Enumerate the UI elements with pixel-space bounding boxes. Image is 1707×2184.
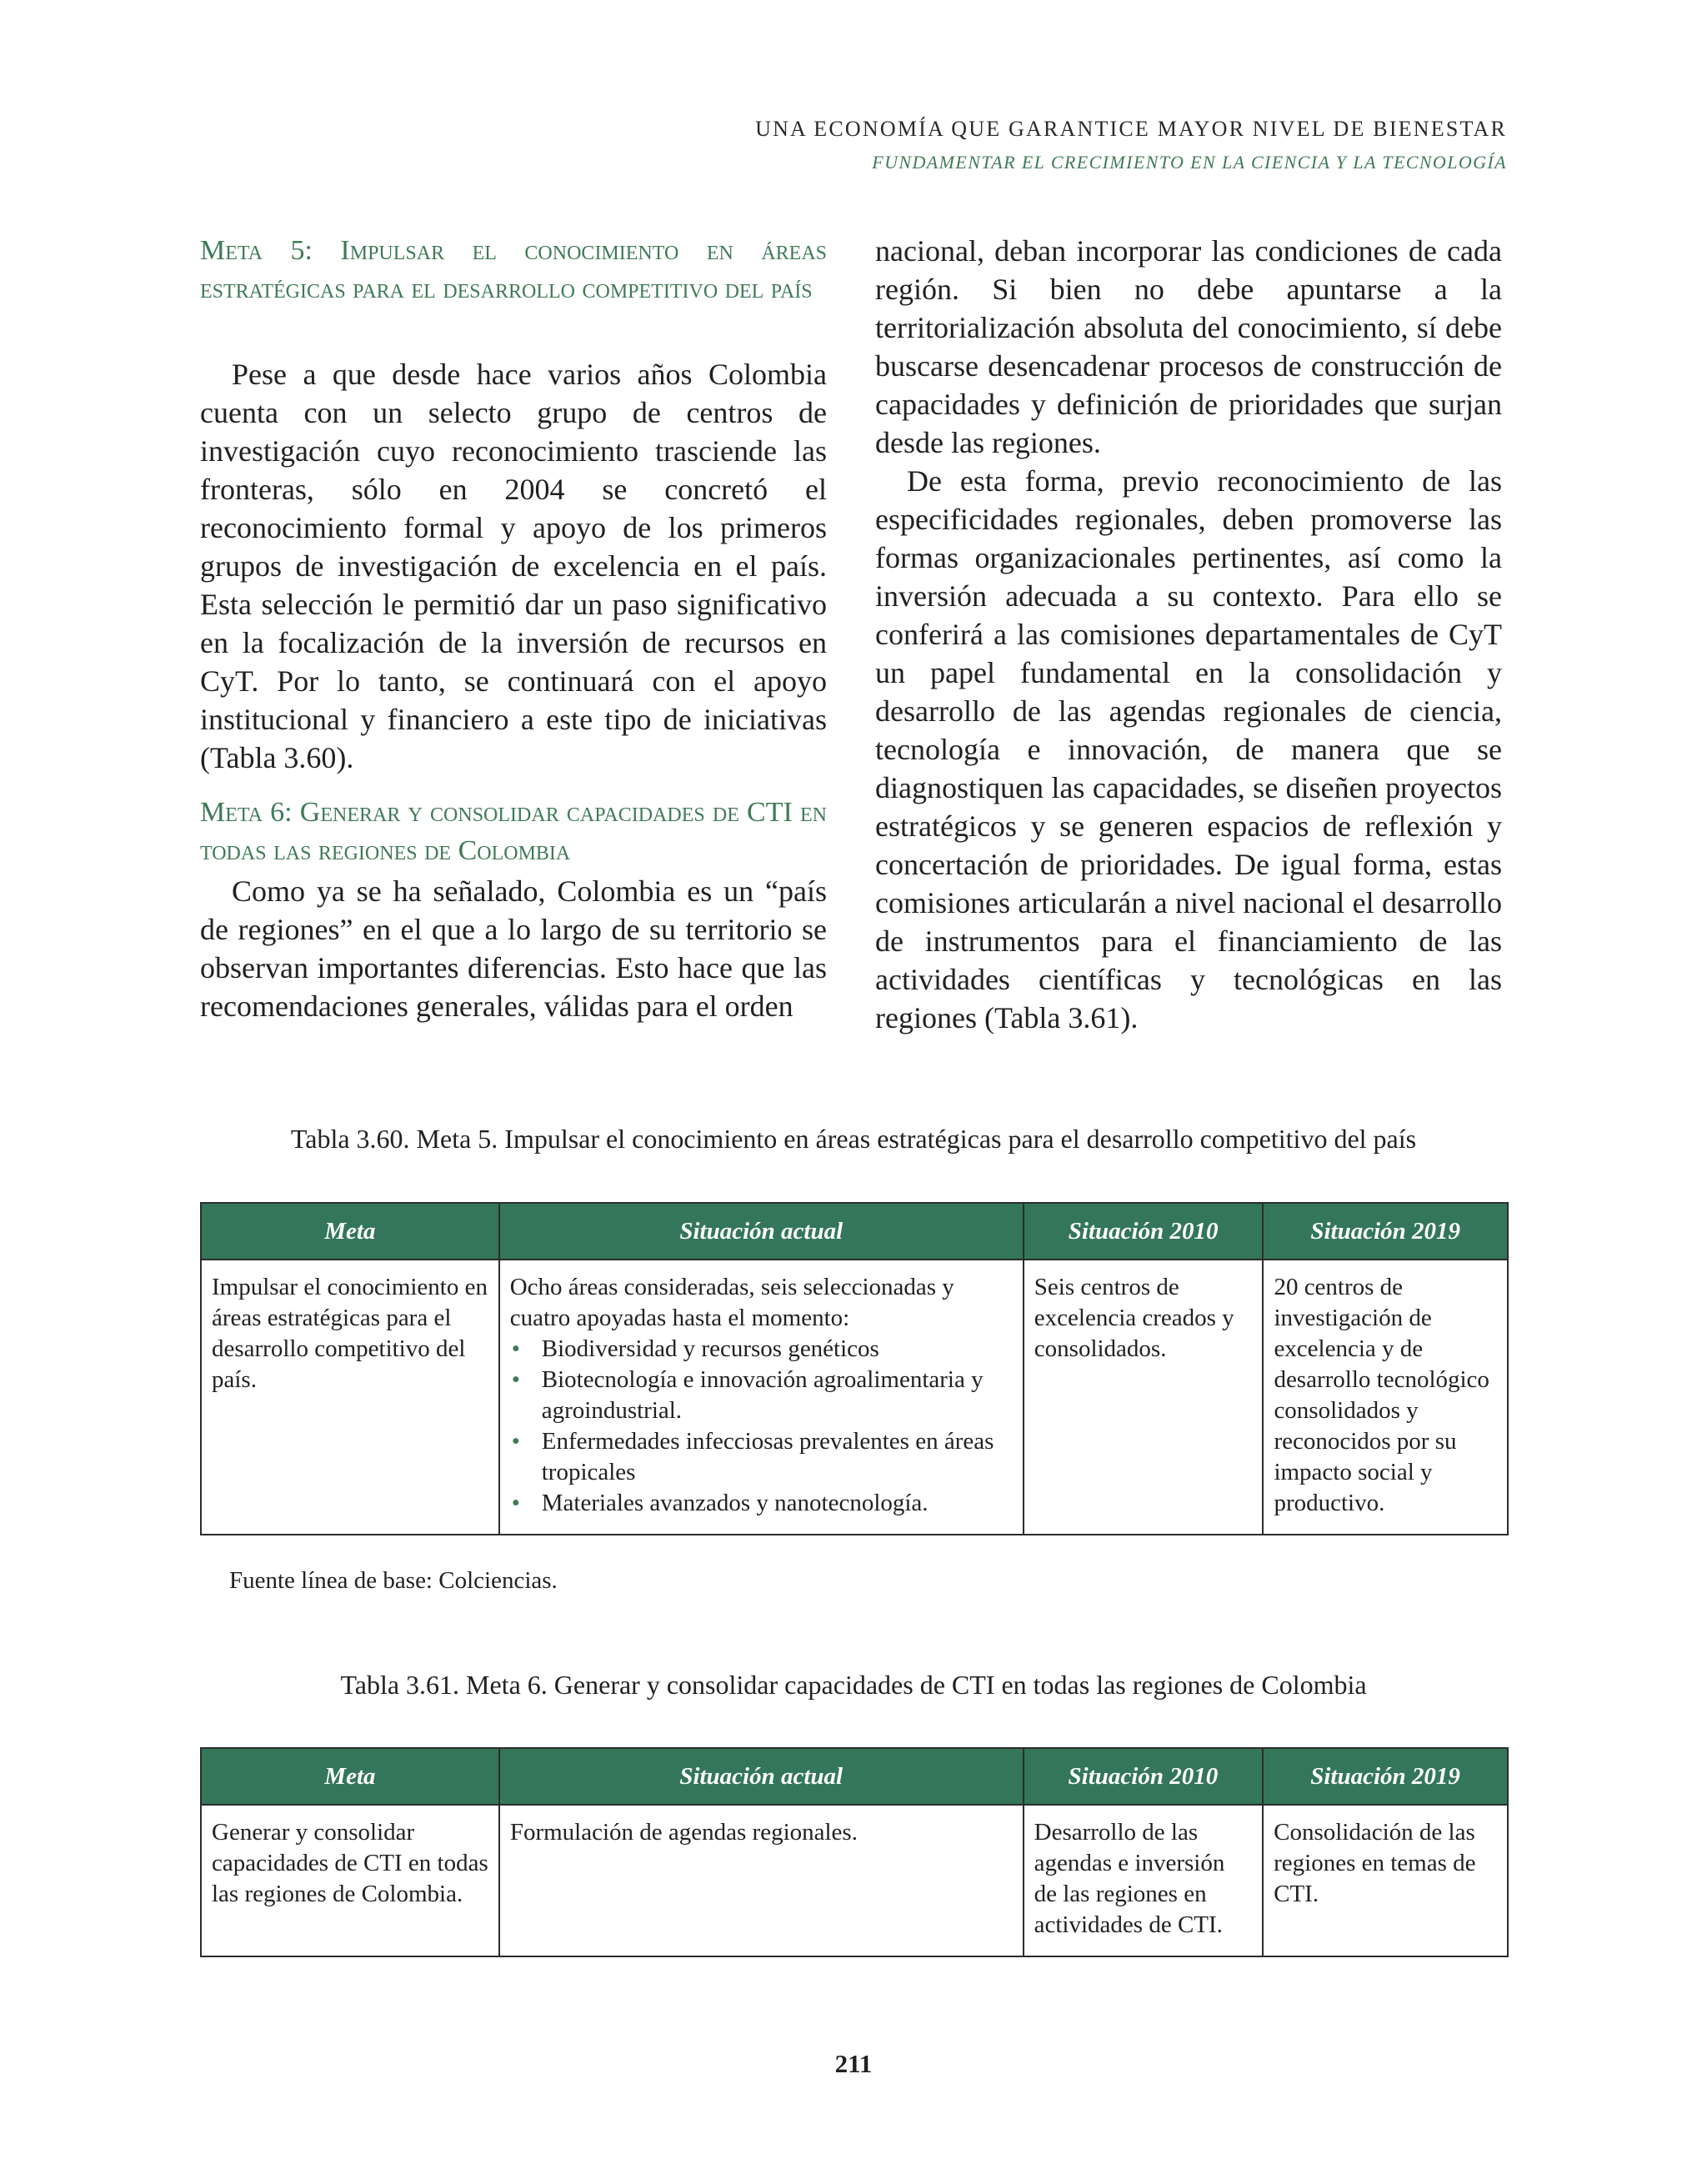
source-note: Fuente línea de base: Colciencias. xyxy=(229,1567,558,1594)
table-header-row xyxy=(201,1203,1508,1260)
page-number: 211 xyxy=(834,2049,873,2078)
cell-situacion-2019: 20 centros de investigación de excelencia y de desarrollo tecnológico consolidados y reconocidos por su impacto social y productivo. xyxy=(1263,1260,1508,1535)
areas-list xyxy=(510,1334,1013,1519)
header-situacion-actual: Situación actual xyxy=(499,1748,1024,1805)
header-situacion-2010: Situación 2010 xyxy=(1024,1203,1264,1260)
bullet-icon: • xyxy=(511,1490,520,1516)
meta6-paragraph: Como ya se ha señalado, Colombia es un “país de regiones” en el que a lo largo de su territorio se observan importantes diferencias. Esto hace que las recomendaciones generales, válidas para el orden xyxy=(200,874,827,1023)
header-situacion-actual: Situación actual xyxy=(499,1203,1024,1260)
header-meta: Meta xyxy=(201,1748,499,1805)
list-item: • Materiales avanzados y nanotecnología. xyxy=(510,1488,1013,1519)
table-row xyxy=(201,1805,1508,1956)
meta5-heading: Meta 5: Impulsar el conocimiento en áreas estratégicas para el desarrollo competitivo del país xyxy=(200,235,827,304)
list-item: • Enfermedades infecciosas prevalentes en áreas tropicales xyxy=(511,1428,994,1485)
table-header-row xyxy=(201,1748,1508,1805)
cell-situacion-2019: Consolidación de las regiones en temas de CTI. xyxy=(1263,1805,1508,1956)
left-column xyxy=(200,232,827,1025)
table-3-60 xyxy=(200,1202,1509,1535)
bullet-icon: • xyxy=(511,1335,520,1362)
cell-situacion-2010: Seis centros de excelencia creados y consolidados. xyxy=(1024,1260,1264,1535)
right-paragraph-2: De esta forma, previo reconocimiento de las especificidades regionales, deben promoverse las formas organizacionales pertinentes, así como la inversión adecuada a su contexto. Para ello se conferirá a las comisiones departamentales de CyT un papel fundamental en la consolidación y desarrollo de las agendas regionales de ciencia, tecnología e innovación, de manera que se diagnostiquen las capacidades, se diseñen proyectos estratégicos y se generen espacios de reflexión y concertación de prioridades. De igual forma, estas comisiones articularán a nivel nacional el desarrollo de instrumentos para el financiamiento de las actividades científicas y tecnológicas en las regiones (Tabla 3.61). xyxy=(875,464,1502,1034)
table-row xyxy=(201,1260,1508,1535)
actual-intro: Ocho áreas consideradas, seis seleccionadas y cuatro apoyadas hasta el momento: xyxy=(509,1274,954,1331)
header-situacion-2019: Situación 2019 xyxy=(1263,1748,1508,1805)
meta5-paragraph: Pese a que desde hace varios años Colombia cuenta con un selecto grupo de centros de investigación cuyo reconocimiento trasciende las fronteras, sólo en 2004 se concretó el reconocimiento formal y apoyo de los primeros grupos de investigación de excelencia en el país. Esta selección le permitió dar un paso significativo en la focalización de la inversión de recursos en CyT. Por lo tanto, se continuará con el apoyo institucional y financiero a este tipo de iniciativas (Tabla 3.60). xyxy=(200,358,827,774)
meta6-heading: Meta 6: Generar y consolidar capacidades de CTI en todas las regiones de Colombia xyxy=(200,797,827,866)
running-header xyxy=(755,117,1507,173)
bullet-icon: • xyxy=(511,1428,520,1455)
bullet-icon: • xyxy=(511,1366,520,1393)
cell-meta: Generar y consolidar capacidades de CTI en todas las regiones de Colombia. xyxy=(201,1805,499,1956)
header-situacion-2019: Situación 2019 xyxy=(1263,1203,1508,1260)
table-3-61 xyxy=(200,1747,1509,1957)
list-item: • Biotecnología e innovación agroalimentaria y agroindustrial. xyxy=(511,1366,984,1424)
right-paragraph-1: nacional, deban incorporar las condiciones de cada región. Si bien no debe apuntarse a la territorialización absoluta del conocimiento, sí debe buscarse desencadenar procesos de construcción de capacidades y definición de prioridades que surjan desde las regiones. xyxy=(875,234,1502,459)
table-3-61-caption: Tabla 3.61. Meta 6. Generar y consolidar capacidades de CTI en todas las regiones de Colombia xyxy=(340,1670,1367,1700)
header-situacion-2010: Situación 2010 xyxy=(1024,1748,1264,1805)
table-3-60-caption: Tabla 3.60. Meta 5. Impulsar el conocimiento en áreas estratégicas para el desarrollo competitivo del país xyxy=(290,1124,1417,1154)
cell-situacion-2010: Desarrollo de las agendas e inversión de las regiones en actividades de CTI. xyxy=(1024,1805,1264,1956)
header-meta: Meta xyxy=(201,1203,499,1260)
right-column xyxy=(875,232,1502,1037)
cell-situacion-actual: Formulación de agendas regionales. xyxy=(499,1805,1024,1956)
header-chapter-title: UNA ECONOMÍA QUE GARANTICE MAYOR NIVEL DE BIENESTAR xyxy=(755,117,1507,141)
cell-situacion-actual xyxy=(499,1260,1024,1535)
cell-meta: Impulsar el conocimiento en áreas estratégicas para el desarrollo competitivo del país. xyxy=(201,1260,499,1535)
header-section-title: FUNDAMENTAR EL CRECIMIENTO EN LA CIENCIA Y LA TECNOLOGÍA xyxy=(872,152,1507,173)
list-item: • Biodiversidad y recursos genéticos xyxy=(510,1334,1013,1365)
